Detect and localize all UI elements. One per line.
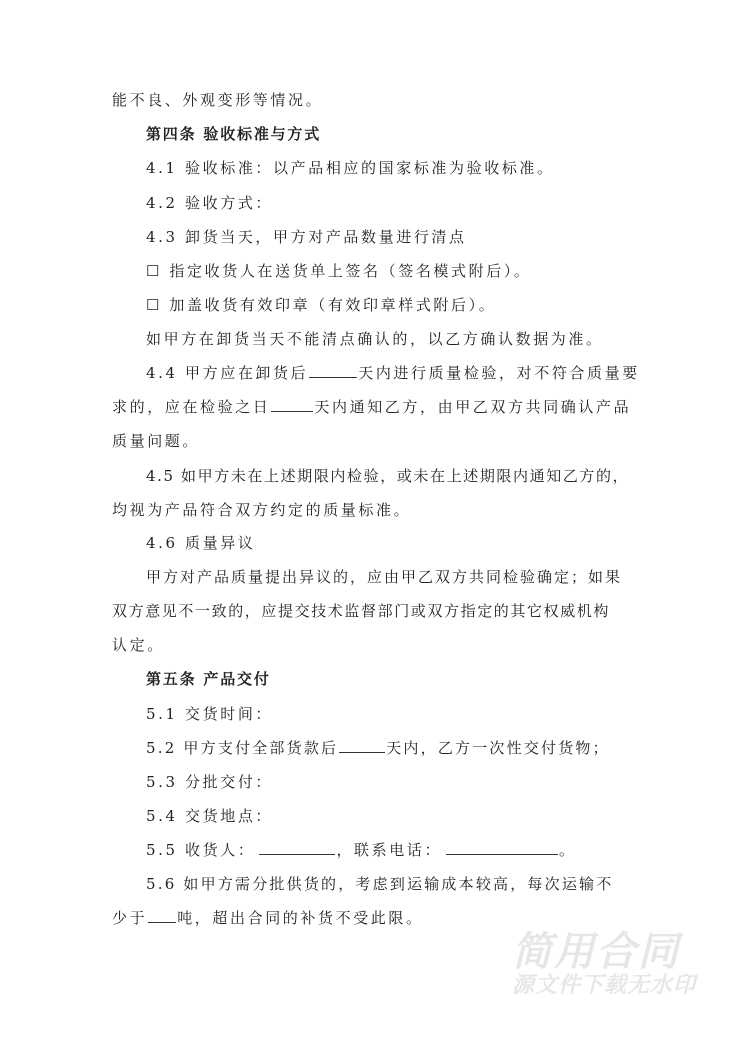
- clause-4-5-line2: 均视为产品符合双方约定的质量标准。: [112, 501, 412, 519]
- clause-4-3: 4.3 卸货当天，甲方对产品数量进行清点: [146, 228, 467, 246]
- clause-4-6-line1: 甲方对产品质量提出异议的，应由甲乙双方共同检验确定；如果: [146, 568, 623, 586]
- clause-4-1: 4.1 验收标准：以产品相应的国家标准为验收标准。: [146, 159, 555, 177]
- text: 。: [559, 841, 577, 859]
- text: 求的，应在检验之日: [112, 398, 271, 416]
- watermark-subtitle: 源文件下载无水印: [512, 973, 697, 998]
- clause-4-6-line2: 双方意见不一致的，应提交技术监督部门或双方指定的其它权威机构: [112, 602, 611, 620]
- body-text: 能不良、外观变形等情况。: [112, 91, 324, 109]
- clause-4-4-line2: [112, 397, 631, 417]
- clause-5-2: [146, 738, 610, 758]
- clause-5-1: 5.1 交货时间：: [146, 705, 274, 723]
- section-heading-4: 第四条 验收标准与方式: [146, 125, 322, 143]
- watermark-logo: 简用合同: [512, 929, 680, 975]
- text: 4.4 甲方应在卸货后: [146, 364, 309, 382]
- blank-field[interactable]: [339, 738, 385, 753]
- clause-4-6-line3: 认定。: [112, 636, 165, 654]
- blank-field[interactable]: [271, 397, 313, 412]
- clause-4-4-line1: [146, 363, 640, 383]
- blank-field[interactable]: [148, 908, 176, 923]
- text: 天内通知乙方，由甲乙双方共同确认产品: [314, 398, 632, 416]
- clause-4-6: 4.6 质量异议: [146, 534, 256, 552]
- text: 少于: [112, 909, 148, 927]
- clause-4-4-line3: 质量问题。: [112, 432, 201, 450]
- clause-4-3-note: 如甲方在卸货当天不能清点确认的，以乙方确认数据为准。: [146, 330, 604, 348]
- checkbox-option-signature[interactable]: ☐ 指定收货人在送货单上签名（签名模式附后）。: [146, 262, 532, 280]
- text: ，联系电话：: [336, 841, 443, 859]
- clause-5-3: 5.3 分批交付：: [146, 773, 274, 791]
- clause-5-4: 5.4 交货地点：: [146, 807, 274, 825]
- checkbox-option-seal[interactable]: ☐ 加盖收货有效印章（有效印章样式附后）。: [146, 296, 497, 314]
- clause-5-5: [146, 840, 577, 860]
- text: 5.5 收货人：: [146, 841, 256, 859]
- text: 天内，乙方一次性交付货物；: [386, 739, 610, 757]
- text: 天内进行质量检验，对不符合质量要: [358, 364, 640, 382]
- section-heading-5: 第五条 产品交付: [146, 670, 271, 688]
- clause-4-5-line1: 4.5 如甲方未在上述期限内检验，或未在上述期限内通知乙方的，: [146, 467, 630, 485]
- consignee-blank[interactable]: [259, 840, 335, 855]
- clause-5-6-line2: [112, 908, 424, 928]
- text: 吨，超出合同的补货不受此限。: [177, 909, 424, 927]
- blank-field[interactable]: [309, 363, 357, 378]
- clause-4-2: 4.2 验收方式：: [146, 194, 274, 212]
- text: 5.2 甲方支付全部货款后: [146, 739, 339, 757]
- clause-5-6-line1: 5.6 如甲方需分批供货的，考虑到运输成本较高，每次运输不: [146, 875, 614, 893]
- phone-blank[interactable]: [446, 840, 558, 855]
